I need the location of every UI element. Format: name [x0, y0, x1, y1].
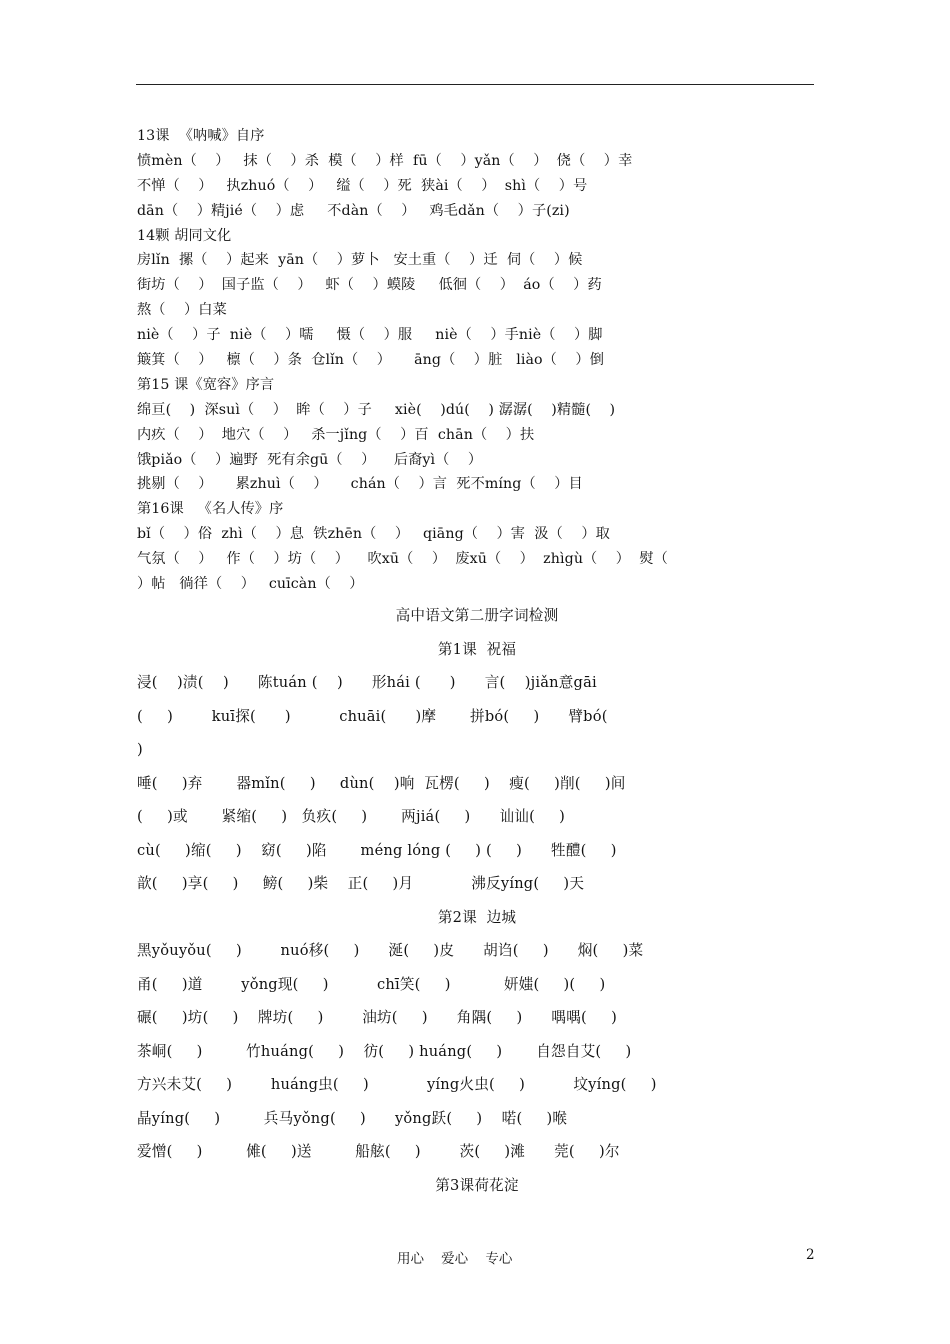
page-footer [0, 1247, 950, 1269]
exercise-line: 甬( )道 yǒng现( ) chī笑( ) 妍媸( )( ) [137, 975, 606, 993]
page-number: 2 [806, 1247, 815, 1263]
exercise-line: 簸箕（ ） 檩（ ）条 仓lǐn（ ） āng（ ）脏 liào（ ）倒 [137, 352, 604, 369]
exercise-line: 浸( )渍( ) 陈tuán ( ) 形hái ( ) 言( )jiǎn意gāi [137, 674, 597, 691]
exercise-block-lessons-13-16 [137, 124, 817, 597]
exercise-line: ）帖 徜徉（ ） cuīcàn（ ） [137, 576, 364, 593]
exercise-line: 歆( )享( ) 鳑( )柴 正( )月 沸反yíng( )天 [137, 875, 585, 892]
exercise-line: 熬（ ）白菜 [137, 302, 227, 319]
exercise-line: ( ) kuī探( ) chuāi( )摩 拼bó( ) 臂bó( [137, 707, 608, 725]
section-heading: 高中语文第二册字词检测 [395, 607, 559, 624]
header-rule [136, 84, 814, 85]
exercise-line: 唾( )弃 器mǐn( ) dùn( )响 瓦楞( ) 瘦( )削( )间 [137, 774, 626, 792]
exercise-line: 气氛（ ） 作（ ）坊（ ） 吹xū（ ） 废xū（ ） zhìgù（ ） 熨（ [137, 551, 668, 568]
exercise-line: 饿piǎo（ ）遍野 死有余gū（ ） 后裔yì（ ） [137, 451, 483, 468]
exercise-line: 第16课 《名人传》序 [137, 501, 284, 518]
section-heading: 第2课 边城 [437, 908, 517, 926]
exercise-line: 晶yíng( ) 兵马yǒng( ) yǒng跃( ) 喏( )喉 [137, 1109, 568, 1127]
exercise-line: cù( )缩( ) 窈( )陷 méng lóng ( ) ( ) 牲醴( ) [137, 841, 617, 859]
section-heading: 第1课 祝福 [437, 640, 517, 658]
exercise-line: 14颗 胡同文化 [137, 227, 232, 244]
exercise-line: 碾( )坊( ) 牌坊( ) 油坊( ) 角隅( ) 喁喁( ) [137, 1009, 617, 1026]
exercise-line: 第15 课《宽容》序言 [137, 376, 275, 393]
exercise-line: 挑剔（ ） 累zhuì（ ） chán（ ）言 死不míng（ ）目 [137, 476, 583, 493]
exercise-line: dān（ ）精jié（ ）虑 不dàn（ ） 鸡毛dǎn（ ）子(zi) [137, 202, 570, 219]
exercise-block-book2 [137, 599, 817, 1202]
exercise-line: 不惮（ ） 执zhuó（ ） 缢（ ）死 狭ài（ ） shì（ ）号 [137, 177, 588, 194]
exercise-line: 13课 《呐喊》自序 [137, 128, 265, 144]
exercise-line: bǐ（ ）俗 zhì（ ）息 铁zhēn（ ） qiāng（ ）害 汲（ ）取 [137, 526, 610, 543]
exercise-line: 黑yǒuyǒu( ) nuó移( ) 涎( )皮 胡诌( ) 焖( )菜 [137, 942, 644, 959]
exercise-line: 绵亘( ) 深suì（ ） 眸（ ）子 xiè( )dú( ) 潺潺( )精髓( ) [137, 401, 616, 418]
exercise-line: ) [137, 741, 143, 758]
section-heading: 第3课荷花淀 [435, 1176, 519, 1194]
exercise-line: 街坊（ ） 国子监（ ） 虾（ ）蟆陵 低徊（ ） áo（ ）药 [137, 277, 602, 294]
exercise-line: niè（ ）子 niè（ ）嚅 慑（ ）服 niè（ ）手niè（ ）脚 [137, 327, 603, 344]
exercise-line: ( )或 紧缩( ) 负疚( ) 两jiá( ) 讪讪( ) [137, 808, 566, 825]
exercise-line: 爱憎( ) 傩( )送 船舷( ) 茨( )滩 莞( )尔 [137, 1143, 620, 1160]
exercise-line: 方兴未艾( ) huáng虫( ) yíng火虫( ) 坟yíng( ) [137, 1076, 657, 1093]
exercise-line: 愤mèn（ ） 抹（ ）杀 模（ ）样 fū（ ）yǎn（ ） 侥（ ）幸 [137, 152, 633, 169]
exercise-line: 房lǐn 摞（ ）起来 yān（ ）萝卜 安土重（ ）迁 伺（ ）候 [137, 252, 583, 269]
exercise-line: 内疚（ ） 地穴（ ） 杀一jǐng（ ）百 chān（ ）扶 [137, 426, 535, 443]
footer-motto: 用心 爱心 专心 [397, 1251, 513, 1267]
exercise-line: 茶峒( ) 竹huáng( ) 彷( ) huáng( ) 自怨自艾( ) [137, 1042, 632, 1060]
